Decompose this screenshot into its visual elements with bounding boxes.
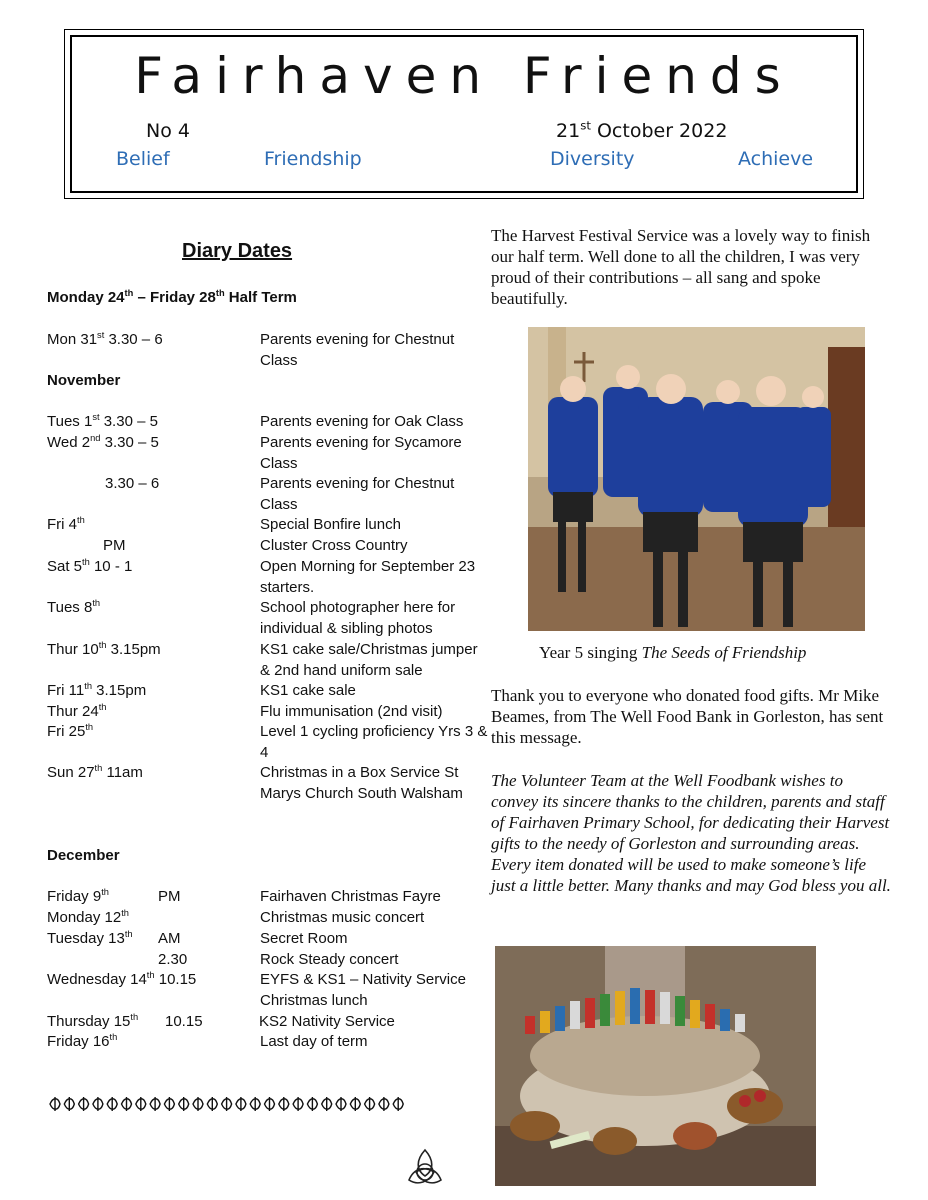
diary-event: Cluster Cross Country — [260, 537, 408, 554]
knot-segment — [193, 1097, 203, 1111]
half-term-line: Monday 24th – Friday 28th Half Term — [47, 288, 297, 306]
diary-date: Thur 24th — [47, 702, 107, 720]
diary-date: Wed 2nd 3.30 – 5 — [47, 433, 159, 451]
knot-segment — [107, 1097, 117, 1111]
value-achieve: Achieve — [738, 148, 814, 170]
diary-event: Parents evening for Oak Class — [260, 413, 464, 430]
photo-caption: Year 5 singing The Seeds of Friendship — [539, 643, 807, 662]
month-label: December — [47, 847, 120, 864]
harvest-paragraph: The Harvest Festival Service was a lovely way to finish our half term. Well done to all the children, I was very proud of their contributions – all sang and spoke beautifully. — [491, 226, 871, 308]
diary-event: Secret Room — [260, 930, 348, 947]
diary-event: KS1 cake sale — [260, 682, 356, 699]
month-label: November — [47, 372, 121, 389]
diary-date: Friday 16th — [47, 1032, 118, 1050]
value-belief: Belief — [116, 148, 170, 170]
newsletter-title: Fairhaven Friends — [134, 47, 794, 105]
knot-segment — [64, 1097, 74, 1111]
knot-segment — [236, 1097, 246, 1111]
knot-segment — [207, 1097, 217, 1111]
diary-event: Level 1 cycling proficiency Yrs 3 & 4 — [260, 723, 488, 761]
knot-segment — [179, 1097, 189, 1111]
value-diversity: Diversity — [550, 148, 635, 170]
diary-event: Christmas music concert — [260, 909, 425, 926]
diary-event: Christmas lunch — [260, 992, 368, 1009]
diary-event: Flu immunisation (2nd visit) — [260, 703, 443, 720]
issue-number: No 4 — [146, 120, 190, 142]
diary-date: Monday 12th — [47, 908, 129, 926]
diary-date: Thursday 15th 10.15 — [47, 1012, 203, 1030]
diary-date: Tues 1st 3.30 – 5 — [47, 412, 158, 430]
knot-segment — [307, 1097, 317, 1111]
diary-date: Thur 10th 3.15pm — [47, 640, 161, 658]
knot-segment — [393, 1097, 403, 1111]
diary-event: KS1 cake sale/Christmas jumper & 2nd hand uniform sale — [260, 641, 478, 679]
diary-date: Friday 9th PM — [47, 887, 181, 905]
knot-segment — [336, 1097, 346, 1111]
masthead — [64, 29, 864, 199]
value-friendship: Friendship — [264, 148, 362, 170]
knot-segment — [322, 1097, 332, 1111]
knot-segment — [50, 1097, 60, 1111]
diary-date: Fri 4th — [47, 515, 85, 533]
diary-date: Mon 31st 3.30 – 6 — [47, 330, 163, 348]
knot-segment — [379, 1097, 389, 1111]
diary-event: Special Bonfire lunch — [260, 516, 401, 533]
diary-date: Fri 11th 3.15pm — [47, 681, 147, 699]
diary-event: Parents evening for Chestnut Class — [260, 475, 455, 513]
masthead-inner-border — [70, 35, 858, 193]
diary-event: EYFS & KS1 – Nativity Service — [260, 971, 466, 988]
knot-segment — [293, 1097, 303, 1111]
diary-event: Christmas in a Box Service St Marys Church South Walsham — [260, 764, 463, 802]
diary-event: KS2 Nativity Service — [259, 1013, 395, 1030]
knot-divider — [47, 1096, 405, 1112]
knot-segment — [350, 1097, 360, 1111]
foodbank-quote: The Volunteer Team at the Well Foodbank wishes to convey its sincere thanks to the children, parents and staff of Fairhaven Primary School, for dedicating their Harvest gifts to the needy of Gorleston and surrounding areas. Every item donated will be used to make someone’s life just a little better. Many thanks and may God bless you all. — [491, 771, 891, 895]
diary-event: Rock Steady concert — [260, 951, 399, 968]
diary-event: Parents evening for Chestnut Class — [260, 331, 455, 369]
diary-date: Wednesday 14th 10.15 — [47, 970, 197, 988]
issue-date: 21st October 2022 — [556, 118, 728, 142]
year5-singing-photo — [528, 327, 865, 631]
harvest-gifts-photo — [495, 946, 816, 1186]
knot-segment — [150, 1097, 160, 1111]
diary-date: Fri 25th — [47, 722, 94, 740]
diary-date: Tuesday 13th AM — [47, 929, 181, 947]
knot-segment — [365, 1097, 375, 1111]
knot-segment — [122, 1097, 132, 1111]
knot-segment — [79, 1097, 89, 1111]
knot-segment — [279, 1097, 289, 1111]
trinity-knot-icon — [404, 1146, 446, 1188]
diary-event: School photographer here for individual & sibling photos — [260, 599, 456, 637]
diary-event: Fairhaven Christmas Fayre — [260, 888, 441, 905]
knot-segment — [222, 1097, 232, 1111]
knot-segment — [136, 1097, 146, 1111]
diary-event: Open Morning for September 23 starters. — [260, 558, 476, 596]
thanks-paragraph: Thank you to everyone who donated food gifts. Mr Mike Beames, from The Well Food Bank in Gorleston, has sent this message. — [491, 686, 884, 747]
diary-date: Tues 8th — [47, 598, 101, 616]
diary-month-heading — [47, 371, 120, 392]
knot-segment — [250, 1097, 260, 1111]
knot-segment — [164, 1097, 174, 1111]
diary-event: Parents evening for Sycamore Class — [260, 434, 462, 472]
diary-month-heading — [47, 846, 120, 867]
diary-event: Last day of term — [260, 1033, 368, 1050]
knot-segment — [93, 1097, 103, 1111]
diary-date: Sun 27th 11am — [47, 763, 143, 781]
diary-date: Sat 5th 10 - 1 — [47, 557, 133, 575]
knot-segment — [265, 1097, 275, 1111]
diary-title: Diary Dates — [182, 240, 293, 262]
